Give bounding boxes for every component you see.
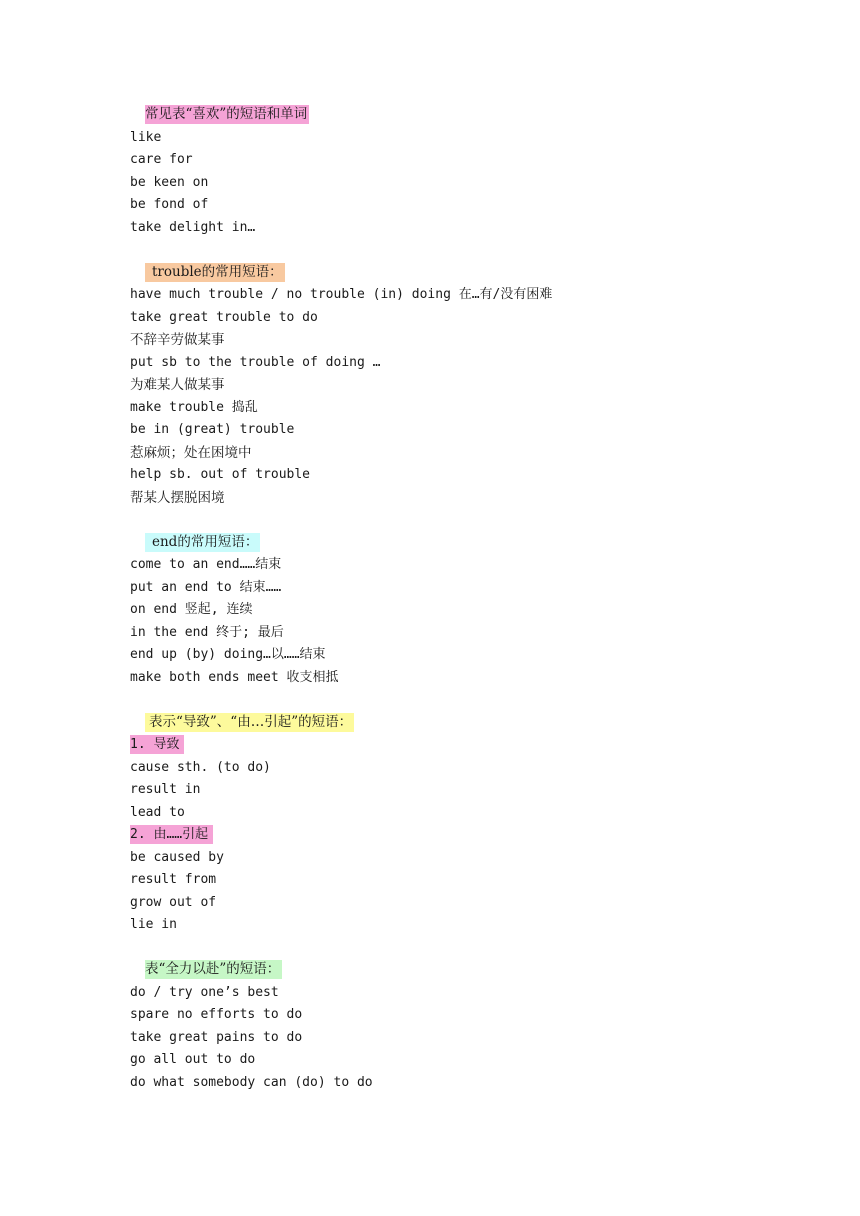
spacer bbox=[130, 509, 810, 532]
end-item-5: end up (by) doing…以……结束 bbox=[130, 647, 326, 662]
cause-item-1: cause sth. (to do) bbox=[130, 759, 271, 775]
cause-item-3: lead to bbox=[130, 804, 185, 820]
trouble-item-10: 帮某人摆脱困境 bbox=[130, 489, 225, 506]
section-best-heading: 表“全力以赴”的短语： bbox=[145, 961, 281, 977]
cause-subheading-2: 2. 由……引起 bbox=[130, 825, 213, 844]
cause-subheading-1: 1. 导致 bbox=[130, 735, 184, 754]
spacer bbox=[130, 689, 810, 712]
cause-item-2: result in bbox=[130, 782, 201, 797]
caused-by-item-2: result from bbox=[130, 872, 217, 887]
section-trouble-heading: trouble的常用短语： bbox=[145, 263, 285, 282]
section-like-heading: 常见表“喜欢”的短语和单词 bbox=[145, 106, 308, 122]
cause-sub1-line bbox=[130, 734, 810, 757]
cause-sub2-line bbox=[130, 824, 810, 847]
trouble-item-7: be in (great) trouble bbox=[130, 422, 295, 437]
trouble-item-4: put sb to the trouble of doing … bbox=[130, 354, 381, 370]
trouble-item-9: help sb. out of trouble bbox=[130, 467, 311, 482]
end-item-6: make both ends meet 收支相抵 bbox=[130, 669, 339, 685]
section-end-heading: end的常用短语： bbox=[145, 533, 260, 552]
section-trouble-heading-line bbox=[130, 262, 810, 285]
document-page bbox=[130, 104, 810, 1094]
best-item-5: do what somebody can (do) to do bbox=[130, 1074, 373, 1090]
trouble-item-8: 惹麻烦；处在困境中 bbox=[130, 444, 252, 461]
spacer bbox=[130, 239, 810, 262]
end-item-4: in the end 终于; 最后 bbox=[130, 624, 284, 640]
section-best-heading-line bbox=[130, 959, 810, 982]
trouble-item-5: 为难某人做某事 bbox=[130, 377, 225, 393]
like-item-5: take delight in… bbox=[130, 219, 256, 235]
section-end-heading-line bbox=[130, 532, 810, 555]
trouble-item-3: 不辞辛劳做某事 bbox=[130, 332, 225, 348]
best-item-4: go all out to do bbox=[130, 1052, 256, 1067]
like-item-3: be keen on bbox=[130, 174, 209, 190]
best-item-2: spare no efforts to do bbox=[130, 1007, 303, 1022]
best-item-1: do / try one’s best bbox=[130, 984, 279, 1000]
caused-by-item-3: grow out of bbox=[130, 894, 217, 910]
best-item-3: take great pains to do bbox=[130, 1029, 303, 1045]
spacer bbox=[130, 937, 810, 960]
section-like-heading-line bbox=[130, 104, 810, 127]
trouble-item-2: take great trouble to do bbox=[130, 309, 318, 325]
trouble-item-1: have much trouble / no trouble (in) doing 在…有/没有困难 bbox=[130, 287, 553, 302]
like-item-4: be fond of bbox=[130, 197, 209, 212]
caused-by-item-1: be caused by bbox=[130, 849, 224, 865]
caused-by-item-4: lie in bbox=[130, 917, 177, 932]
like-item-2: care for bbox=[130, 152, 193, 167]
like-item-1: like bbox=[130, 129, 162, 145]
end-item-2: put an end to 结束…… bbox=[130, 579, 282, 595]
section-cause-heading-line bbox=[130, 712, 810, 735]
trouble-item-6: make trouble 捣乱 bbox=[130, 399, 258, 415]
end-item-1: come to an end……结束 bbox=[130, 557, 282, 572]
section-cause-heading: 表示“导致”、“由…引起”的短语： bbox=[145, 713, 354, 732]
end-item-3: on end 竖起, 连续 bbox=[130, 602, 253, 617]
